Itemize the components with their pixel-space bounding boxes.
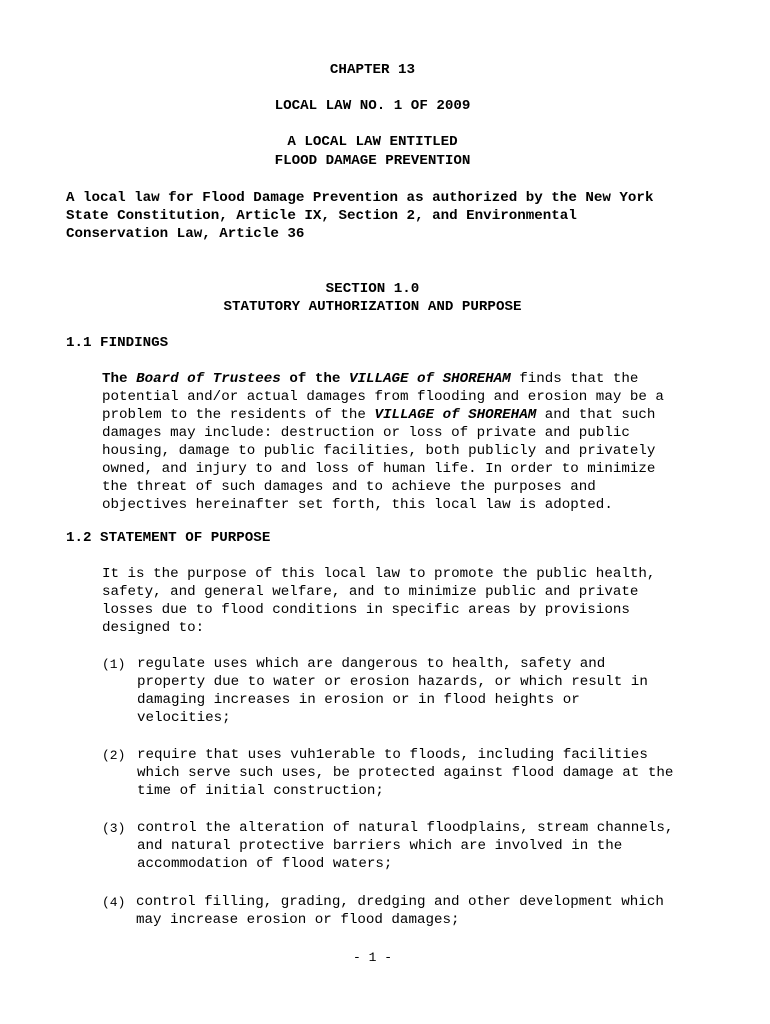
list-item-number: (2) <box>102 748 126 763</box>
purpose-paragraph-line: designed to: <box>102 620 205 636</box>
page-number: - 1 - <box>352 950 392 965</box>
section-title: STATUTORY AUTHORIZATION AND PURPOSE <box>223 299 522 315</box>
section-number: SECTION 1.0 <box>325 281 420 297</box>
findings-paragraph-line: the threat of such damages and to achieve the purposes and <box>102 479 596 495</box>
list-item-number: (1) <box>102 657 126 672</box>
findings-text: problem to the residents of the <box>102 407 375 423</box>
list-item-line: control filling, grading, dredging and other development which <box>136 894 664 910</box>
list-item-line: require that uses vuh1erable to floods, including facilities <box>137 747 648 763</box>
purpose-heading: 1.2 STATEMENT OF PURPOSE <box>66 530 271 546</box>
intro-line: State Constitution, Article IX, Section 2, and Environmental <box>66 208 577 224</box>
intro-line: Conservation Law, Article 36 <box>66 226 305 242</box>
list-item-line: which serve such uses, be protected against flood damage at the <box>137 765 674 781</box>
findings-text: and that such <box>536 407 656 423</box>
law-number: LOCAL LAW NO. 1 OF 2009 <box>274 98 471 114</box>
list-item-line: property due to water or erosion hazards, or which result in <box>137 674 648 690</box>
list-item-line: damaging increases in erosion or in flood heights or <box>137 692 580 708</box>
findings-of-the: of the <box>280 371 349 387</box>
village-name: VILLAGE of SHOREHAM <box>348 371 511 387</box>
purpose-paragraph-line: safety, and general welfare, and to minimize public and private <box>102 584 639 600</box>
findings-paragraph-line: owned, and injury to and loss of human life. In order to minimize <box>102 461 656 477</box>
purpose-paragraph-line: It is the purpose of this local law to promote the public health, <box>102 566 656 582</box>
board-of-trustees: Board of Trustees <box>136 371 281 387</box>
list-item-line: time of initial construction; <box>137 783 384 799</box>
findings-paragraph-line: housing, damage to public facilities, both publicly and privately <box>102 443 656 459</box>
findings-paragraph-line <box>102 370 638 388</box>
intro-line: A local law for Flood Damage Prevention as authorized by the New York <box>66 190 654 206</box>
findings-the: The <box>102 371 137 387</box>
list-item-line: velocities; <box>137 710 231 726</box>
list-item-line: accommodation of flood waters; <box>137 856 393 872</box>
findings-paragraph-line: damages may include: destruction or loss of private and public <box>102 425 630 441</box>
list-item-line: may increase erosion or flood damages; <box>136 912 460 928</box>
findings-text: finds that the <box>510 371 639 387</box>
list-item-line: and natural protective barriers which are involved in the <box>137 838 623 854</box>
list-item-line: control the alteration of natural floodplains, stream channels, <box>137 820 674 836</box>
purpose-paragraph-line: losses due to flood conditions in specific areas by provisions <box>102 602 630 618</box>
findings-paragraph-line: objectives hereinafter set forth, this local law is adopted. <box>102 497 613 513</box>
findings-paragraph-line: potential and/or actual damages from flooding and erosion may be a <box>102 389 664 405</box>
list-item-line: regulate uses which are dangerous to health, safety and <box>137 656 606 672</box>
findings-heading: 1.1 FINDINGS <box>66 335 169 351</box>
list-item-number: (4) <box>102 895 126 910</box>
chapter-heading: CHAPTER 13 <box>329 62 416 78</box>
findings-paragraph-line <box>102 406 655 424</box>
law-title: FLOOD DAMAGE PREVENTION <box>274 153 471 169</box>
list-item-number: (3) <box>102 821 126 836</box>
law-entitled: A LOCAL LAW ENTITLED <box>287 134 458 150</box>
village-name: VILLAGE of SHOREHAM <box>374 407 537 423</box>
